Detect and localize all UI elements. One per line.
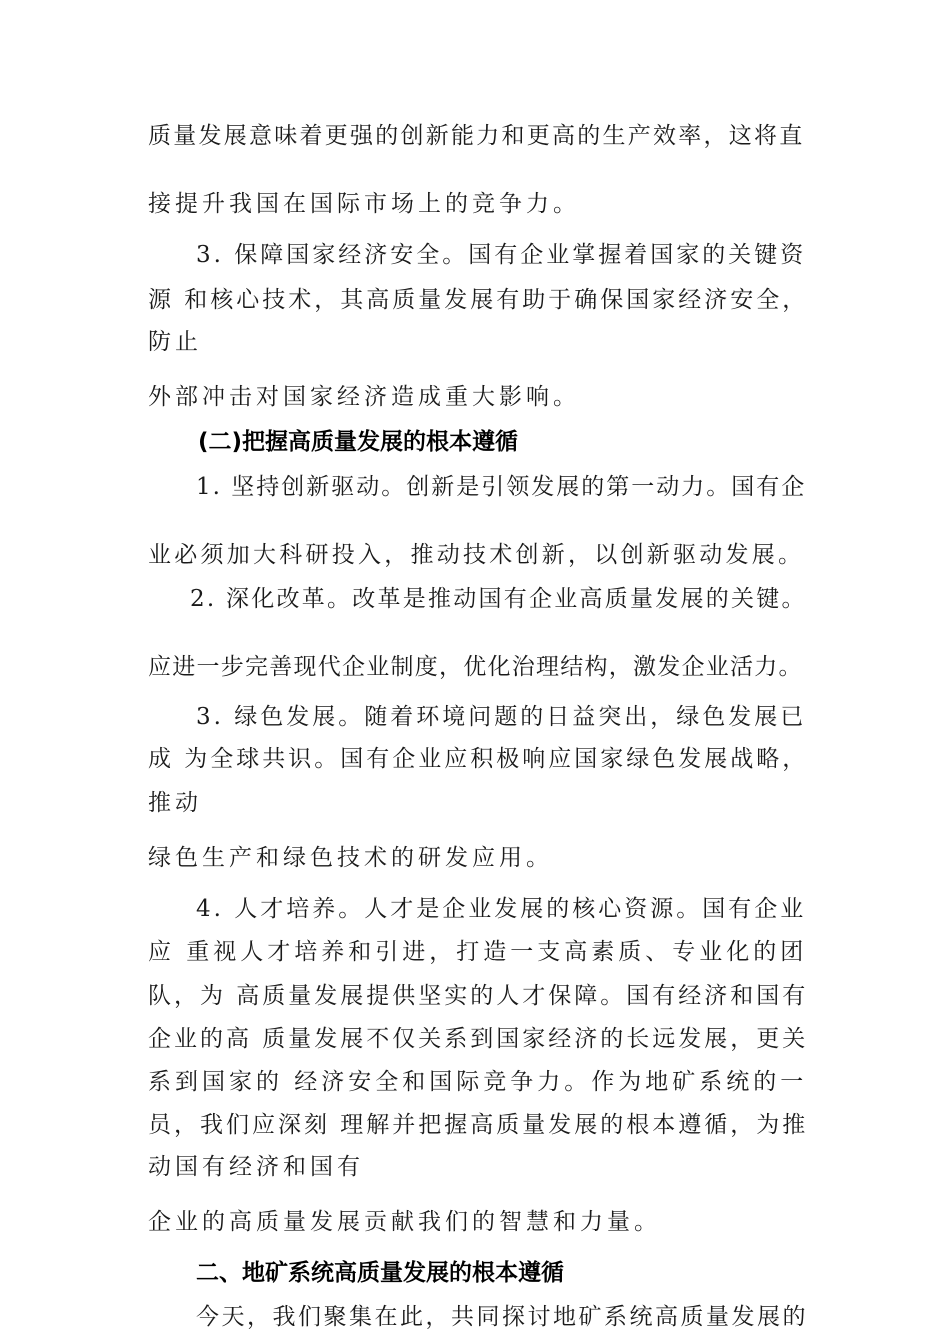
text-line: 应 重视人才培养和引进，打造一支高素质、专业化的团 xyxy=(148,939,808,965)
text-line: 系到国家的 经济安全和国际竞争力。作为地矿系统的一 xyxy=(148,1069,808,1095)
text-line: 4. 人才培养。人才是企业发展的核心资源。国有企业 xyxy=(196,896,807,922)
chapter-heading: 二、地矿系统高质量发展的根本遵循 xyxy=(196,1260,564,1286)
text-line: 企业的高 质量发展不仅关系到国家经济的长远发展，更关 xyxy=(148,1026,809,1052)
text-line: 企业的高质量发展贡献我们的智慧和力量。 xyxy=(148,1209,661,1235)
text-line: 外部冲击对国家经济造成重大影响。 xyxy=(148,384,580,410)
text-line: 应进一步完善现代企业制度，优化治理结构，激发企业活力。 xyxy=(148,654,803,680)
text-line: 接提升我国在国际市场上的竞争力。 xyxy=(148,191,580,217)
text-line: 防止 xyxy=(148,329,202,355)
text-line: 推动 xyxy=(148,790,202,816)
text-line: 源 和核心技术，其高质量发展有助于确保国家经济安全， xyxy=(148,287,809,313)
text-line: 1. 坚持创新驱动。创新是引领发展的第一动力。国有企 xyxy=(196,474,807,500)
text-line: 2. 深化改革。改革是推动国有企业高质量发展的关键。 xyxy=(190,586,807,612)
text-line: 队，为 高质量发展提供坚实的人才保障。国有经济和国有 xyxy=(148,983,809,1009)
section-heading: (二)把握高质量发展的根本遵循 xyxy=(198,429,519,455)
text-line: 员，我们应深刻 理解并把握高质量发展的根本遵循，为推 xyxy=(148,1112,809,1138)
text-line: 今天，我们聚集在此，共同探讨地矿系统高质量发展的 xyxy=(196,1304,808,1330)
text-line: 质量发展意味着更强的创新能力和更高的生产效率，这将直 xyxy=(148,123,805,149)
text-line: 3. 保障国家经济安全。国有企业掌握着国家的关键资 xyxy=(196,242,807,268)
text-line: 动国有经济和国有 xyxy=(148,1154,364,1180)
text-line: 成 为全球共识。国有企业应积极响应国家绿色发展战略， xyxy=(148,746,809,772)
text-line: 绿色生产和绿色技术的研发应用。 xyxy=(148,845,553,871)
text-line: 3. 绿色发展。随着环境问题的日益突出，绿色发展已 xyxy=(196,704,807,730)
text-line: 业必须加大科研投入，推动技术创新，以创新驱动发展。 xyxy=(148,542,805,568)
